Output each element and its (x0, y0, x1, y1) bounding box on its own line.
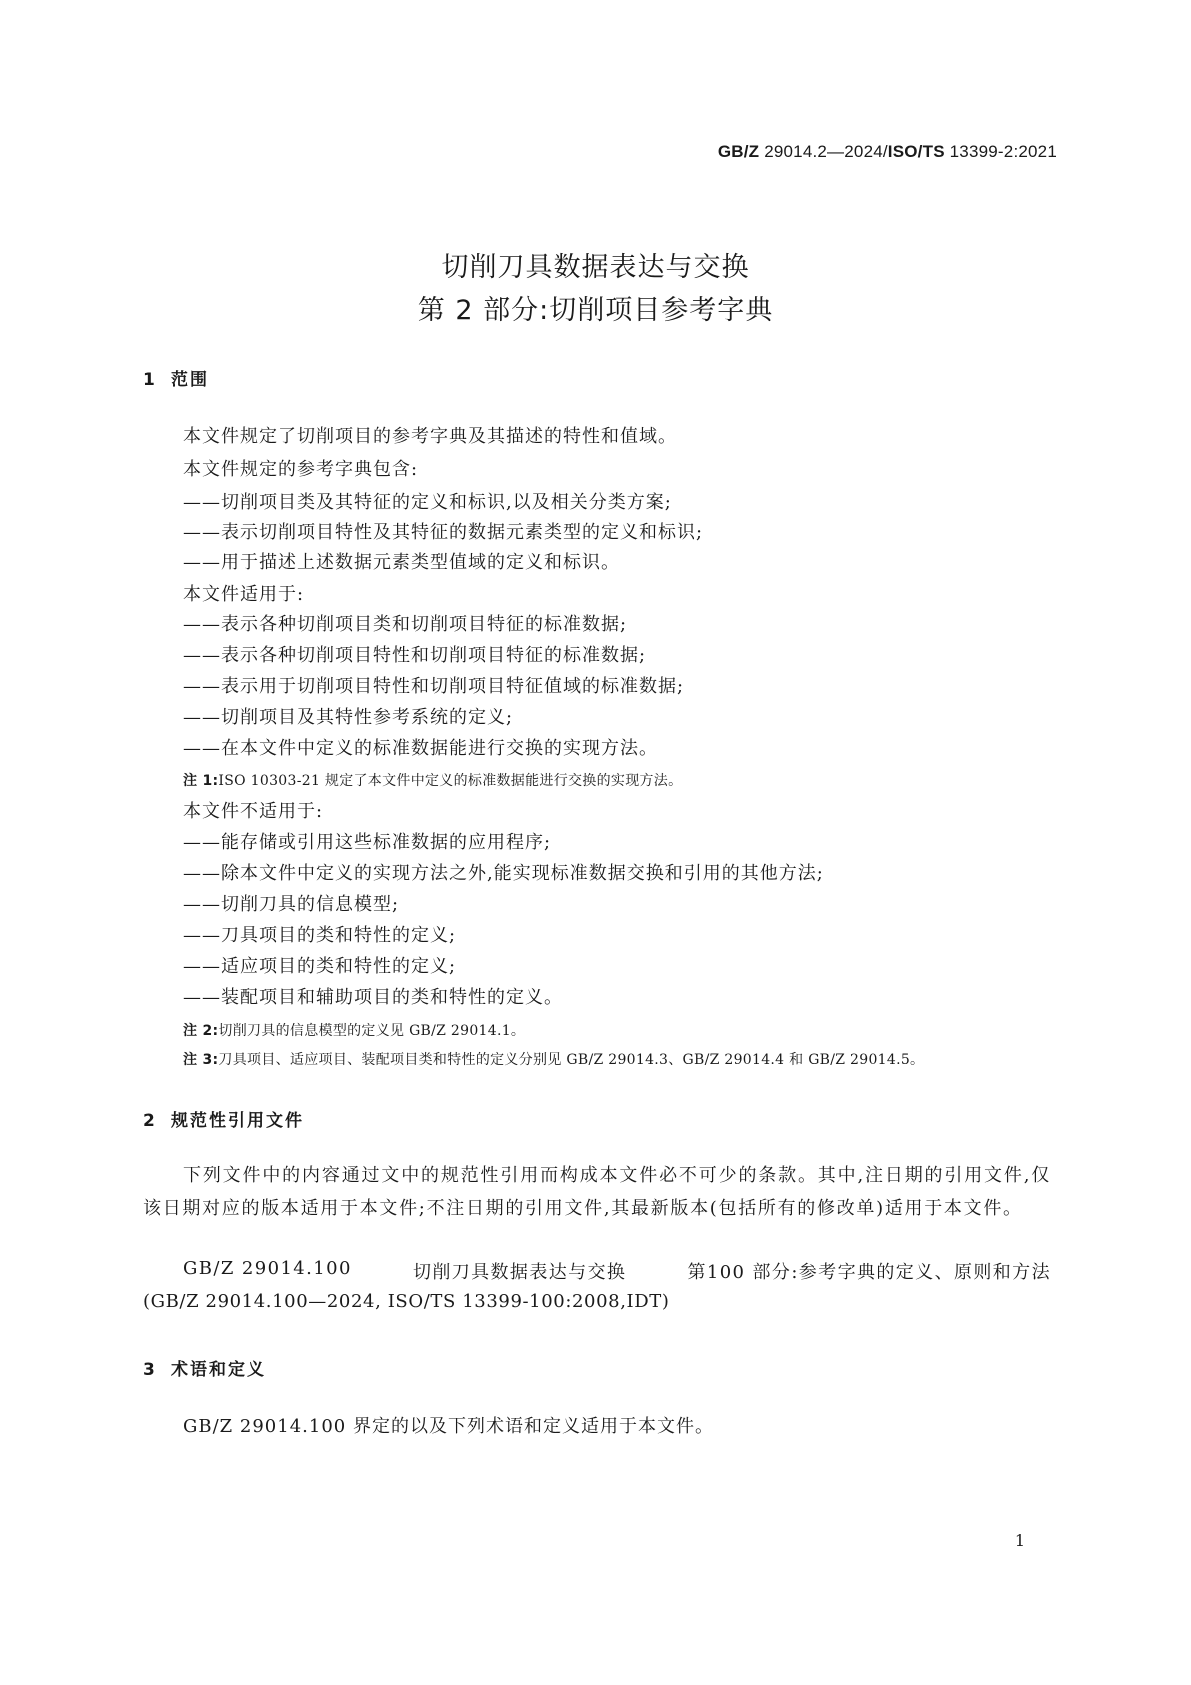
scope-line: 本文件规定了切削项目的参考字典及其描述的特性和值域。 (183, 426, 677, 447)
section-3-heading (143, 1355, 266, 1380)
scope-line: ——切削项目类及其特征的定义和标识,以及相关分类方案; (183, 492, 672, 513)
scope-line: ——表示各种切削项目类和切削项目特征的标准数据; (183, 614, 628, 635)
section-title: 规范性引用文件 (171, 1111, 304, 1131)
document-title-line1: 切削刀具数据表达与交换 (441, 252, 750, 283)
terms-paragraph: GB/Z 29014.100 界定的以及下列术语和定义适用于本文件。 (183, 1416, 714, 1437)
note-label: 注 2: (183, 1023, 219, 1039)
scope-line: ——表示用于切削项目特性和切削项目特征值域的标准数据; (183, 676, 685, 697)
scope-line: 本文件规定的参考字典包含: (183, 459, 419, 480)
reference-entry (183, 1258, 1051, 1284)
section-1-heading (143, 365, 209, 390)
document-title-line2: 第 2 部分:切削项目参考字典 (417, 295, 774, 326)
section-number: 2 (143, 1111, 157, 1131)
note-label: 注 3: (183, 1052, 219, 1068)
section-title: 范围 (171, 370, 209, 390)
reference-part: 第100 部分:参考字典的定义、原则和方法 (687, 1262, 1051, 1283)
scope-line: ——用于描述上述数据元素类型值域的定义和标识。 (183, 552, 620, 573)
reference-entry-line2: (GB/Z 29014.100—2024, ISO/TS 13399-100:2008,IDT) (143, 1291, 670, 1312)
page-number: 1 (1014, 1531, 1025, 1550)
section-number: 1 (143, 370, 157, 390)
section-number: 3 (143, 1360, 157, 1380)
scope-line: ——表示切削项目特性及其特征的数据元素类型的定义和标识; (183, 522, 704, 543)
scope-line: ——在本文件中定义的标准数据能进行交换的实现方法。 (183, 738, 658, 759)
note-text: 切削刀具的信息模型的定义见 GB/Z 29014.1。 (218, 1023, 526, 1039)
note-text: ISO 10303-21 规定了本文件中定义的标准数据能进行交换的实现方法。 (218, 773, 683, 789)
note-label: 注 1: (183, 773, 219, 789)
scope-line: ——除本文件中定义的实现方法之外,能实现标准数据交换和引用的其他方法; (183, 863, 824, 884)
code-rest: 29014.2—2024/ (759, 142, 888, 161)
code-tail: 13399-2:2021 (944, 142, 1057, 161)
scope-line: ——能存储或引用这些标准数据的应用程序; (183, 832, 552, 853)
note-2 (183, 1020, 525, 1040)
scope-line: 本文件适用于: (183, 584, 305, 605)
note-1 (183, 770, 682, 790)
normative-references-paragraph: 下列文件中的内容通过文中的规范性引用而构成本文件必不可少的条款。其中,注日期的引用文件,仅该日期对应的版本适用于本文件;不注日期的引用文件,其最新版本(包括所有的修改单)适用于本文件。 (143, 1165, 1051, 1219)
section-title: 术语和定义 (171, 1360, 266, 1380)
scope-line: 本文件不适用于: (183, 801, 324, 822)
standard-code-header (718, 142, 1057, 162)
scope-line: ——切削项目及其特性参考系统的定义; (183, 707, 514, 728)
scope-line: ——表示各种切削项目特性和切削项目特征的标准数据; (183, 645, 647, 666)
scope-line: ——刀具项目的类和特性的定义; (183, 925, 457, 946)
scope-line: ——切削刀具的信息模型; (183, 894, 400, 915)
reference-title: 切削刀具数据表达与交换 (412, 1262, 627, 1283)
reference-code: GB/Z 29014.100 (183, 1258, 352, 1279)
scope-line: ——适应项目的类和特性的定义; (183, 956, 457, 977)
code-prefix: GB/Z (717, 142, 760, 161)
scope-line: ——装配项目和辅助项目的类和特性的定义。 (183, 987, 563, 1008)
note-3 (183, 1049, 924, 1069)
section-2-heading (143, 1106, 304, 1131)
note-text: 刀具项目、适应项目、装配项目类和特性的定义分别见 GB/Z 29014.3、GB/Z 29014.4 和 GB/Z 29014.5。 (218, 1052, 925, 1068)
code-iso: ISO/TS (887, 142, 945, 161)
